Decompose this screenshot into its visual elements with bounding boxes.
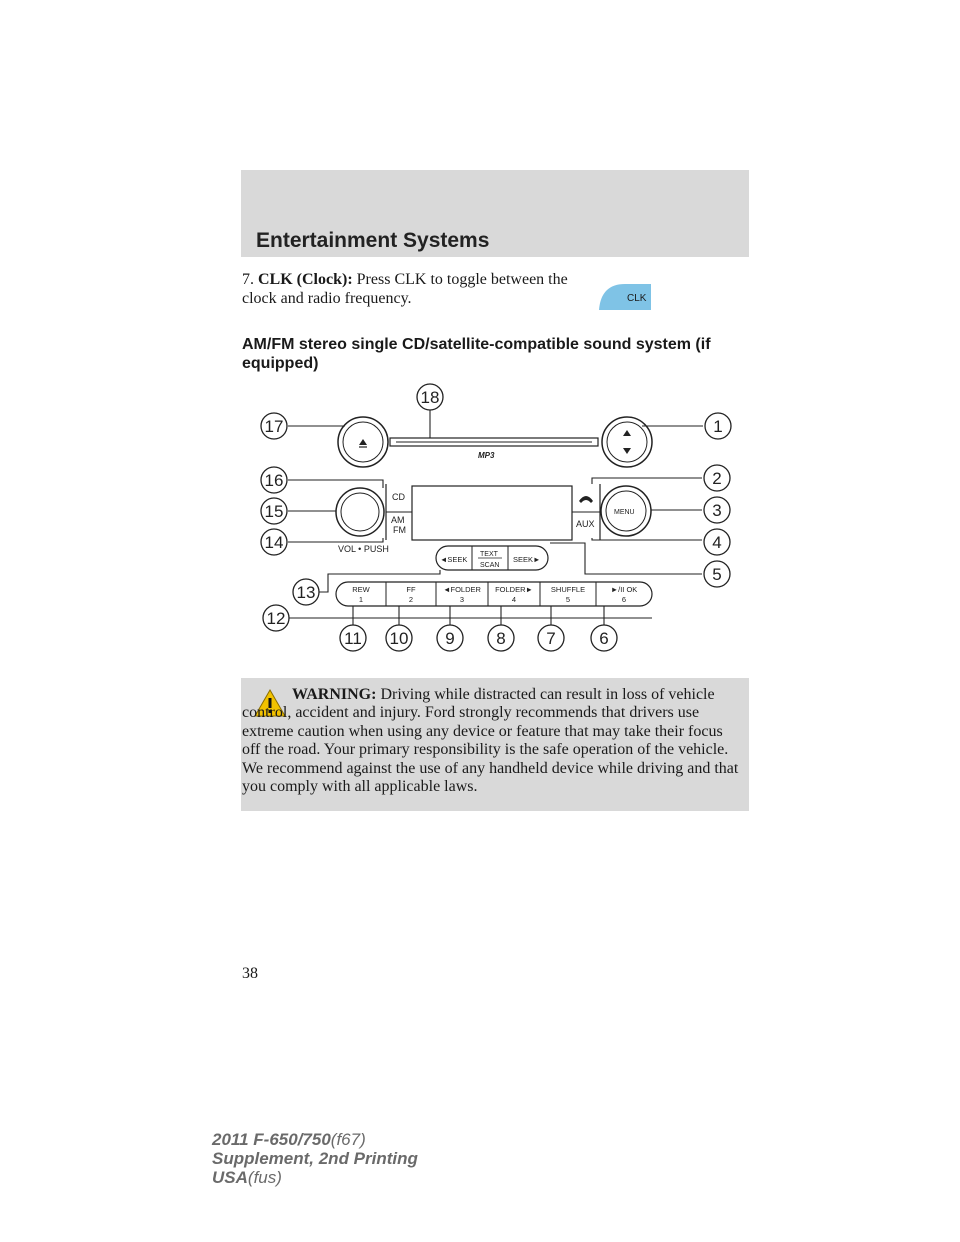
warning-label: WARNING: (292, 686, 377, 703)
display-screen (412, 486, 572, 540)
callout-number-8: 8 (496, 629, 506, 648)
preset-label-3: ◄FOLDER (443, 585, 481, 594)
clk-description (242, 271, 592, 308)
footer-printing: Supplement, 2nd Printing (212, 1149, 418, 1168)
callout-number-5: 5 (712, 565, 722, 584)
callout-number-11: 11 (344, 629, 362, 648)
callout-number-2: 2 (712, 469, 722, 488)
section-header-title: Entertainment Systems (256, 229, 490, 252)
callout-number-18: 18 (420, 388, 440, 407)
callout-number-12: 12 (266, 609, 286, 628)
footer-market: USA (212, 1168, 248, 1187)
phone-icon (579, 496, 593, 503)
callout-number-3: 3 (712, 501, 722, 520)
callout-number-15: 15 (264, 502, 284, 521)
tune-down-icon (623, 448, 631, 454)
leader-lines (288, 408, 703, 628)
preset-label-1: REW (352, 585, 370, 594)
clk-button-icon (595, 280, 655, 314)
warning-text (242, 686, 744, 796)
clk-icon-label: CLK (627, 293, 647, 304)
preset-buttons (352, 582, 637, 606)
callout-number-7: 7 (546, 629, 556, 648)
preset-number-4: 4 (511, 595, 517, 604)
callout-numbers (261, 384, 731, 651)
menu-label: MENU (614, 509, 635, 516)
preset-bar (336, 582, 652, 606)
item-term: CLK (Clock): (258, 271, 353, 288)
preset-number-5: 5 (565, 595, 571, 604)
footer-market-code: (fus) (247, 1168, 282, 1187)
callout-number-10: 10 (389, 629, 409, 648)
preset-number-1: 1 (358, 595, 364, 604)
mp3-logo: MP3 (478, 451, 495, 460)
preset-number-6: 6 (621, 595, 627, 604)
callout-number-9: 9 (445, 629, 455, 648)
warning-body: Driving while distracted can result in loss of vehicle control, accident and injury. Ford strongly recommends that drivers use extreme caution when using any device or feature that may take their focus off the road. Your primary responsibility is the safe operation of the vehicle. We recommend against the use of any handheld device while driving and that you comply with all applicable laws. (242, 686, 739, 796)
item-number: 7. (242, 271, 254, 288)
vol-push-label: VOL • PUSH (338, 544, 389, 554)
scan-label: SCAN (480, 562, 500, 569)
callout-number-4: 4 (712, 533, 722, 552)
text-label: TEXT (480, 551, 498, 558)
volume-knob (336, 488, 384, 536)
callout-number-16: 16 (264, 471, 284, 490)
footer-model-code: (f67) (330, 1130, 366, 1149)
page-number: 38 (242, 965, 258, 982)
preset-label-4: FOLDER► (495, 585, 533, 594)
preset-label-2: FF (406, 585, 416, 594)
eject-knob (338, 417, 388, 467)
preset-number-2: 2 (408, 595, 414, 604)
tune-up-icon (623, 430, 631, 436)
item-body: Press CLK to toggle between the clock and radio frequency. (242, 271, 568, 307)
callout-number-13: 13 (296, 583, 316, 602)
callout-number-14: 14 (264, 533, 284, 552)
callout-number-1: 1 (713, 417, 723, 436)
footer-model: 2011 F-650/750 (212, 1130, 331, 1149)
fm-label: FM (393, 525, 406, 535)
seek-right-button: SEEK► (513, 555, 541, 564)
preset-number-3: 3 (459, 595, 465, 604)
eject-icon (359, 439, 367, 445)
menu-knob (601, 486, 651, 536)
seek-left-button: ◄SEEK (440, 555, 468, 564)
radio-diagram (250, 380, 750, 660)
footer (212, 1130, 418, 1187)
callout-number-17: 17 (264, 417, 284, 436)
am-label: AM (391, 515, 405, 525)
cd-button: CD (392, 492, 405, 502)
tune-knob (602, 417, 652, 467)
sound-system-heading: AM/FM stereo single CD/satellite-compatible sound system (if equipped) (242, 336, 711, 372)
preset-label-5: SHUFFLE (550, 585, 586, 594)
aux-button: AUX (576, 519, 595, 529)
callout-number-6: 6 (599, 629, 609, 648)
preset-label-6: ►/II OK (610, 585, 638, 594)
